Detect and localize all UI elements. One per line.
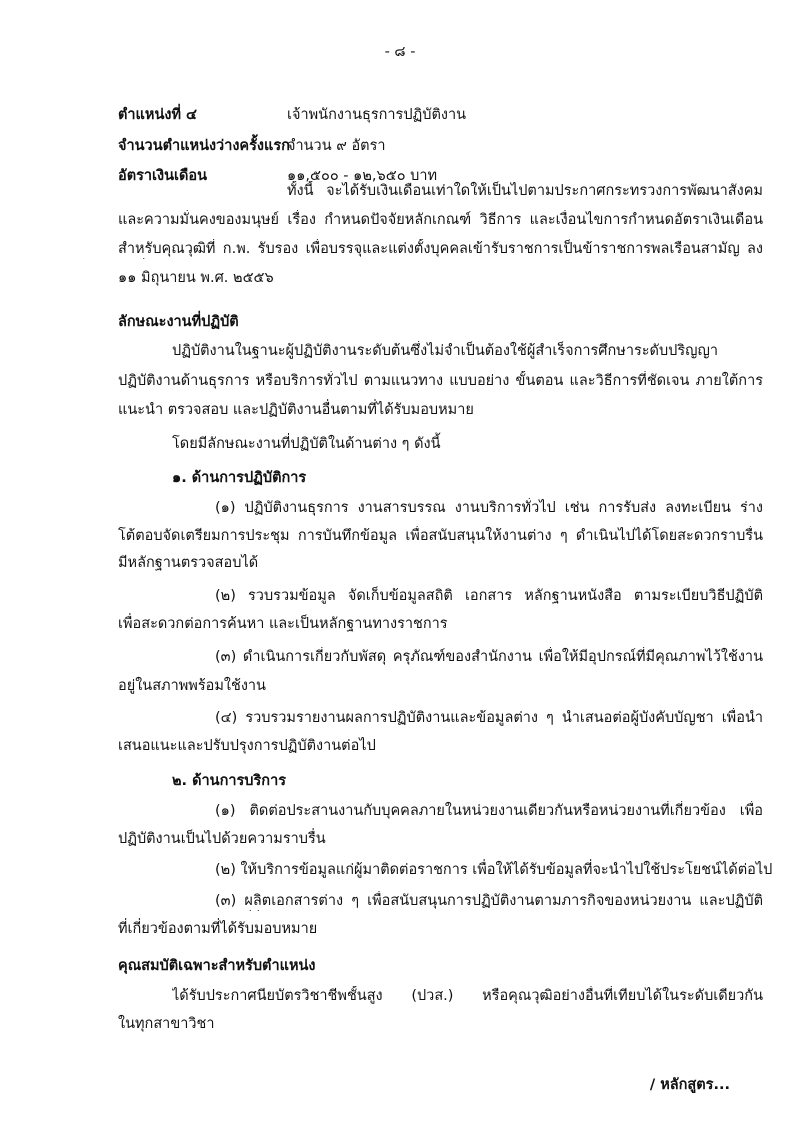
salary-note-line: สำหรับคุณวุฒิที่ ก.พ. รับรอง เพื่อบรรจุและแต่งตั้งบุคคลเข้ารับราชการเป็นข้าราชการพลเรือนสามัญ ลง [118,241,763,257]
position-label: ตำแหน่งที่ ๔ [118,107,198,123]
duties-intro-line: ปฏิบัติงานด้านธุรการ หรือบริการทั่วไป ตามแนวทาง แบบอย่าง ขั้นตอน และวิธีการที่ชัดเจน ภายใต้การ [118,373,763,389]
salary-note-line: ทั้งนี้ จะได้รับเงินเดือนเท่าใดให้เป็นไปตามประกาศกระทรวงการพัฒนาสังคม [287,183,763,199]
section2-item-cont: ปฏิบัติงานเป็นไปด้วยความราบรื่น [118,831,326,847]
page-number: - ๘ - [384,44,416,60]
position-value: เจ้าพนักงานธุรการปฏิบัติงาน [287,107,467,123]
section1-heading: ๑. ด้านการปฏิบัติการ [172,470,307,486]
section1-item-cont: มีหลักฐานตรวจสอบได้ [118,555,259,571]
qualifications-line: ในทุกสาขาวิชา [118,1016,215,1032]
vacancies-value: จำนวน ๙ อัตรา [287,138,386,154]
salary-note-line: ๑๑ มิถุนายน พ.ศ. ๒๕๕๖ [118,270,274,286]
duties-lead: โดยมีลักษณะงานที่ปฏิบัติในด้านต่าง ๆ ดังนี้ [172,436,441,452]
section1-item: (๔) รวบรวมรายงานผลการปฏิบัติงานและข้อมูลต่าง ๆ นำเสนอต่อผู้บังคับบัญชา เพื่อนำ [215,710,763,726]
salary-label: อัตราเงินเดือน [118,168,207,184]
duties-intro-line: ปฏิบัติงานในฐานะผู้ปฏิบัติงานระดับต้นซึ่งไม่จำเป็นต้องใช้ผู้สำเร็จการศึกษาระดับปริญญา [172,343,719,359]
section2-item: (๑) ติดต่อประสานงานกับบุคคลภายในหน่วยงานเดียวกันหรือหน่วยงานที่เกี่ยวข้อง เพื่อ [215,803,763,819]
continuation-note: / หลักสูตร... [649,1077,730,1093]
salary-value: ๑๑,๕๐๐ - ๑๒,๖๕๐ บาท [287,168,438,184]
section1-item-cont: อยู่ในสภาพพร้อมใช้งาน [118,678,266,694]
section2-item-cont: ที่เกี่ยวข้องตามที่ได้รับมอบหมาย [118,921,318,937]
section2-item: (๒) ให้บริการข้อมูลแก่ผู้มาติดต่อราชการ เพื่อให้ได้รับข้อมูลที่จะนำไปใช้ประโยชน์ได้ต่อไป [215,862,773,878]
duties-intro-line: แนะนำ ตรวจสอบ และปฏิบัติงานอื่นตามที่ได้รับมอบหมาย [118,402,474,418]
section1-item: (๓) ดำเนินการเกี่ยวกับพัสดุ ครุภัณฑ์ของสำนักงาน เพื่อให้มีอุปกรณ์ที่มีคุณภาพไว้ใช้งาน [215,649,763,665]
section2-item: (๓) ผลิตเอกสารต่าง ๆ เพื่อสนับสนุนการปฏิบัติงานตามภารกิจของหน่วยงาน และปฏิบัติ [215,893,763,909]
qualifications-heading: คุณสมบัติเฉพาะสำหรับตำแหน่ง [118,958,316,974]
qualifications-line: ได้รับประกาศนียบัตรวิชาชีพชั้นสูง (ปวส.) หรือคุณวุฒิอย่างอื่นที่เทียบได้ในระดับเดียวกัน [172,988,763,1004]
section1-item: (๑) ปฏิบัติงานธุรการ งานสารบรรณ งานบริการทั่วไป เช่น การรับส่ง ลงทะเบียน ร่าง [215,500,763,516]
salary-note-line: และความมั่นคงของมนุษย์ เรื่อง กำหนดปัจจัยหลักเกณฑ์ วิธีการ และเงื่อนไขการกำหนดอัตราเงินเดือน [118,212,763,228]
section1-item: (๒) รวบรวมข้อมูล จัดเก็บข้อมูลสถิติ เอกสาร หลักฐานหนังสือ ตามระเบียบวิธีปฏิบัติ [215,588,763,604]
section1-item-cont: เพื่อสะดวกต่อการค้นหา และเป็นหลักฐานทางราชการ [118,616,448,632]
vacancies-label: จำนวนตำแหน่งว่างครั้งแรก [118,138,290,154]
section2-heading: ๒. ด้านการบริการ [172,773,286,789]
section1-item-cont: โต้ตอบจัดเตรียมการประชุม การบันทึกข้อมูล เพื่อสนับสนุนให้งานต่าง ๆ ดำเนินไปได้โดยสะดวกราบรื่น [118,528,763,544]
section1-item-cont: เสนอแนะและปรับปรุงการปฏิบัติงานต่อไป [118,738,376,754]
duties-heading: ลักษณะงานที่ปฏิบัติ [118,314,239,330]
